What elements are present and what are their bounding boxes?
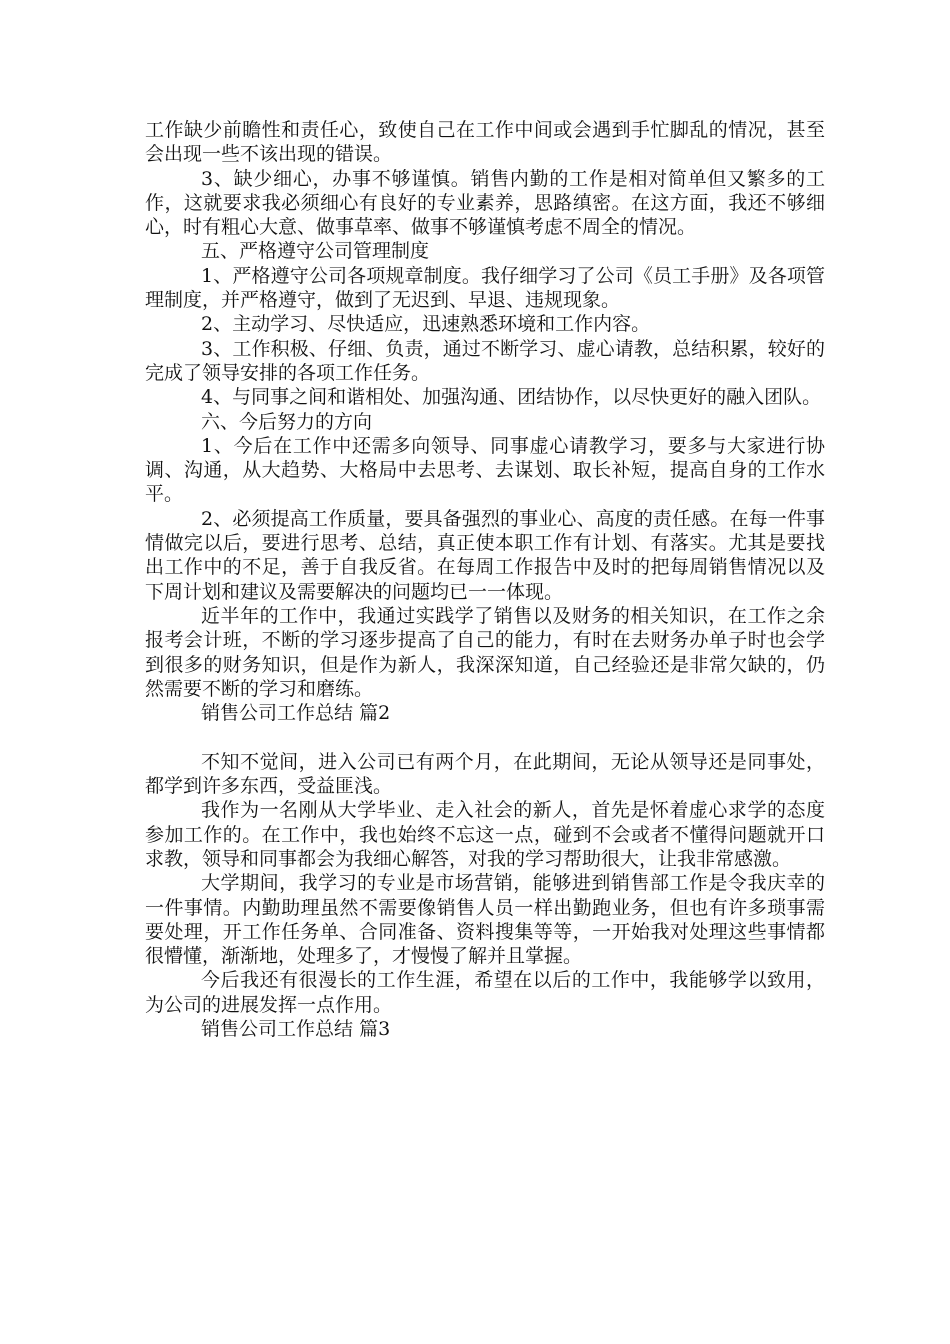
article-title-part-3: 销售公司工作总结 篇3 xyxy=(201,1017,391,1040)
paragraph-intro: 不知不觉间，进入公司已有两个月，在此期间，无论从领导还是同事处，都学到许多东西，受益匪浅。 xyxy=(145,750,825,798)
document-body xyxy=(145,118,825,1041)
paragraph-shortcoming-3: 3、缺少细心，办事不够谨慎。销售内勤的工作是相对简单但又繁多的工作，这就要求我必须细心有良好的专业素养，思路缜密。在这方面，我还不够细心，时有粗心大意、做事草率、做事不够谨慎考虑不周全的情况。 xyxy=(145,167,825,239)
paragraph-direction-1: 1、今后在工作中还需多向领导、同事虚心请教学习，要多与大家进行协调、沟通，从大趋势、大格局中去思考、去谋划、取长补短，提高自身的工作水平。 xyxy=(145,434,825,506)
paragraph-half-year-summary: 近半年的工作中，我通过实践学了销售以及财务的相关知识，在工作之余报考会计班，不断的学习逐步提高了自己的能力，有时在去财务办单子时也会学到很多的财务知识，但是作为新人，我深深知道，自己经验还是非常欠缺的，仍然需要不断的学习和磨练。 xyxy=(145,604,825,700)
article-title-part-2: 销售公司工作总结 篇2 xyxy=(201,702,391,725)
paragraph-new-graduate: 我作为一名刚从大学毕业、走入社会的新人，首先是怀着虚心求学的态度参加工作的。在工作中，我也始终不忘这一点，碰到不会或者不懂得问题就开口求教，领导和同事都会为我细心解答，对我的学习帮助很大，让我非常感激。 xyxy=(145,799,825,870)
section-heading-6: 六、今后努力的方向 xyxy=(201,410,373,433)
paragraph-university: 大学期间，我学习的专业是市场营销，能够进到销售部工作是令我庆幸的一件事情。内勤助理虽然不需要像销售人员一样出勤跑业务，但也有许多琐事需要处理，开工作任务单、合同准备、资料搜集等等，一开始我对处理这些事情都很懵懂，渐渐地，处理多了，才慢慢了解并且掌握。 xyxy=(145,872,825,968)
paragraph-continuation: 工作缺少前瞻性和责任心，致使自己在工作中间或会遇到手忙脚乱的情况，甚至会出现一些不该出现的错误。 xyxy=(145,119,825,166)
paragraph-rule-3: 3、工作积极、仔细、负责，通过不断学习、虚心请教，总结积累，较好的完成了领导安排的各项工作任务。 xyxy=(145,337,825,384)
paragraph-direction-2: 2、必须提高工作质量，要具备强烈的事业心、高度的责任感。在每一件事情做完以后，要进行思考、总结，真正使本职工作有计划、有落实。尤其是要找出工作中的不足，善于自我反省。在每周工作报告中及时的把每周销售情况以及下周计划和建议及需要解决的问题均已一一体现。 xyxy=(145,507,825,603)
paragraph-rule-2: 2、主动学习、尽快适应，迅速熟悉环境和工作内容。 xyxy=(201,313,651,336)
paragraph-rule-4: 4、与同事之间和谐相处、加强沟通、团结协作，以尽快更好的融入团队。 xyxy=(201,386,822,409)
section-heading-5: 五、严格遵守公司管理制度 xyxy=(201,240,430,263)
paragraph-rule-1: 1、严格遵守公司各项规章制度。我仔细学习了公司《员工手册》及各项管理制度，并严格遵守，做到了无迟到、早退、违规现象。 xyxy=(145,264,825,312)
paragraph-future: 今后我还有很漫长的工作生涯，希望在以后的工作中，我能够学以致用，为公司的进展发挥一点作用。 xyxy=(145,969,825,1016)
blank-line xyxy=(145,725,825,749)
